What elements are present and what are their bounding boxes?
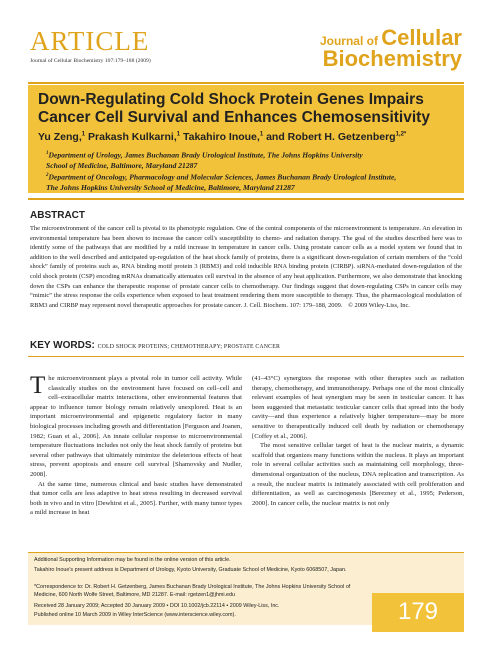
affiliation-1-sup: 1 bbox=[46, 151, 49, 156]
right-paragraph-2: The most sensitive cellular target of heat is the nuclear matrix, a dynamic scaffold that organizes many functions within the nucleus. It plays an important role in several cellular activities such as maintaining cell morphology, three-dimensional organization of the nucleus, DNA replication and transcription. As a result, the nuclear matrix is intimately associated with cell proliferation and differentiation, as well as carcinogenesis [Berezney et al., 1995; Pederson, 2000]. In cancer cells, the nuclear matrix is not only bbox=[252, 442, 464, 507]
abstract-text bbox=[30, 224, 462, 310]
title-bottom-rule bbox=[28, 198, 464, 200]
author-list bbox=[38, 131, 458, 143]
affiliation-2-line-1: Department of Oncology, Pharmacology and Molecular Sciences, James Buchanan Brady Urological Institute, bbox=[48, 172, 397, 182]
keywords-label: KEY WORDS: bbox=[30, 340, 95, 351]
page-number-box bbox=[372, 593, 464, 632]
author-3: Takahiro Inoue, bbox=[180, 131, 260, 143]
affiliation-2 bbox=[46, 171, 456, 193]
journal-citation: Journal of Cellular Biochemistry 107:179–188 (2009) bbox=[30, 58, 151, 64]
author-1-sup: 1 bbox=[81, 131, 86, 138]
author-4-sup: 1,2* bbox=[395, 131, 407, 138]
header-rule bbox=[28, 82, 464, 84]
footer-correspondence: *Correspondence to: Dr. Robert H. Getzenberg, James Buchanan Brady Urological Institute, The Johns Hopkins University School of Medicine, 600 North Wolfe Street, Baltimore, MD 21287. E-mail: rgetzen1@jhmi.edu bbox=[34, 584, 351, 598]
footer-inoue: Takahiro Inoue's present address is Department of Urology, Kyoto University, Graduate School of Medicine, Kyoto 6068507, Japan. bbox=[34, 567, 347, 573]
title-line-2: Cancer Cell Survival and Enhances Chemosensitivity bbox=[38, 109, 430, 126]
journal-biochemistry: Biochemistry bbox=[322, 45, 462, 71]
drop-cap: T bbox=[30, 372, 46, 399]
author-2-sup: 1 bbox=[176, 131, 181, 138]
journal-of: Journal of bbox=[319, 34, 378, 48]
page-number: 179 bbox=[397, 598, 439, 625]
author-2: Prakash Kulkarni, bbox=[85, 131, 177, 143]
article-title bbox=[38, 91, 448, 127]
journal-logo bbox=[272, 25, 462, 71]
journal-cellular: Cellular bbox=[381, 25, 462, 50]
affiliation-1-line-1: Department of Urology, James Buchanan Brady Urological Institute, The Johns Hopkins University bbox=[48, 150, 363, 160]
affiliation-2-sup: 2 bbox=[46, 173, 49, 178]
abstract-copyright: © 2009 Wiley-Liss, Inc. bbox=[348, 301, 410, 309]
author-3-sup: 1 bbox=[259, 131, 264, 138]
footer-supp: Additional Supporting Information may be found in the online version of this article. bbox=[34, 557, 231, 563]
right-paragraph-1: (41–43°C) synergizes the response with other therapies such as radiation therapy, chemotherapy, and immunotherapy. Perhaps one of the most clinically relevant examples of heat synergism may be seen in testicular cancer. It has been suggested that metastatic testicular cancer cells that spread into the body cavity—and thus experience a relatively higher temperature—may be more sensitive to therapeutically induced cell death by radiation or chemotherapy [Coffey et al., 2006]. bbox=[252, 375, 464, 440]
keywords-rule bbox=[28, 356, 464, 357]
title-box bbox=[28, 85, 464, 193]
body-column-left bbox=[30, 374, 242, 518]
body-column-right bbox=[252, 374, 464, 508]
footer-received: Received 28 January 2009; Accepted 30 January 2009 • DOI 10.1002/jcb.22114 • 2009 Wiley-Liss, Inc. bbox=[34, 603, 280, 609]
keywords-terms: COLD SHOCK PROTEINS; CHEMOTHERAPY; PROSTATE CANCER bbox=[97, 344, 281, 350]
abstract-heading: ABSTRACT bbox=[30, 210, 85, 221]
left-paragraph-2: At the same time, numerous clinical and basic studies have demonstrated that tumor cells are less adaptive to heat stress resulting in decreased survival both in vivo and in vitro [Dewhirst et al., 2005]. Further, with many tumor types a mild increase in heat bbox=[30, 480, 242, 517]
abstract-body: The microenvironment of the cancer cell is pivotal to its phenotypic regulation. One of the central components of the microenvironment is temperature. An elevation in environmental temperature has been shown to increase the cancer cell's susceptibility to chemo- and radiation therapy. The goal of the studies described here was to identify some of the pathways that are modified by a mild increase in temperature in cancer cells. Using prostate cancer cells as a model system we found that in addition to the well described and anticipated up-regulation of the heat shock family of proteins, there is a significant down-regulation of certain members of the “cold shock” family of proteins such as, RNA binding motif protein 3 (RBM3) and cold inducible RNA binding protein (CIRBP). siRNA-mediated down-regulation of the cold shock protein (CSP) encoding mRNAs dramatically attenuates cell survival in the absence of any heat application. Furthermore, we also demonstrate that knocking down the CSPs can enhance the therapeutic response of prostate cancer cells to chemotherapy. Our findings suggest that down-regulating CSPs in cancer cells may “mimic” the stress response the cells experience when exposed to heat treatment rendering them more susceptible to therapy. Thus, the pharmacological modulation of RBM3 and CIRBP may represent novel therapeutic approaches for prostate cancer. J. Cell. Biochem. 107: 179–188, 2009. bbox=[30, 225, 462, 309]
affiliation-2-line-2: The Johns Hopkins University School of Medicine, Baltimore, Maryland 21287 bbox=[46, 182, 295, 192]
article-label: ARTICLE bbox=[30, 26, 150, 56]
keywords bbox=[30, 340, 280, 351]
affiliation-1-line-2: School of Medicine, Baltimore, Maryland 21287 bbox=[46, 160, 198, 170]
affiliation-1 bbox=[46, 149, 456, 171]
author-4: and Robert H. Getzenberg bbox=[263, 131, 396, 143]
author-1: Yu Zeng, bbox=[38, 131, 82, 143]
left-paragraph-1: he microenvironment plays a pivotal role in tumor cell activity. While classically studies on the environment have focused on cell–cell and cell–extracellular matrix interactions, other environmental features that appear to influence tumor biology remain relatively unexplored. Heat is an important microenvironmental and epigenetic regulatory factor in many biological processes including growth and differentiation [Ferguson and Joanen, 1982; Guan et al., 2006]. An innate cellular response to microenvironmental temperature fluctuations includes not only the heat shock family of proteins but several other pathways that ultimately minimize the deleterious effects of heat stress, prevent apoptosis and ensure cell survival [Shamovsky and Nudler, 2008]. bbox=[30, 375, 242, 478]
footer-published: Published online 10 March 2009 in Wiley InterScience (www.interscience.wiley.com). bbox=[34, 612, 236, 618]
title-line-1: Down-Regulating Cold Shock Protein Genes Impairs bbox=[38, 91, 424, 108]
